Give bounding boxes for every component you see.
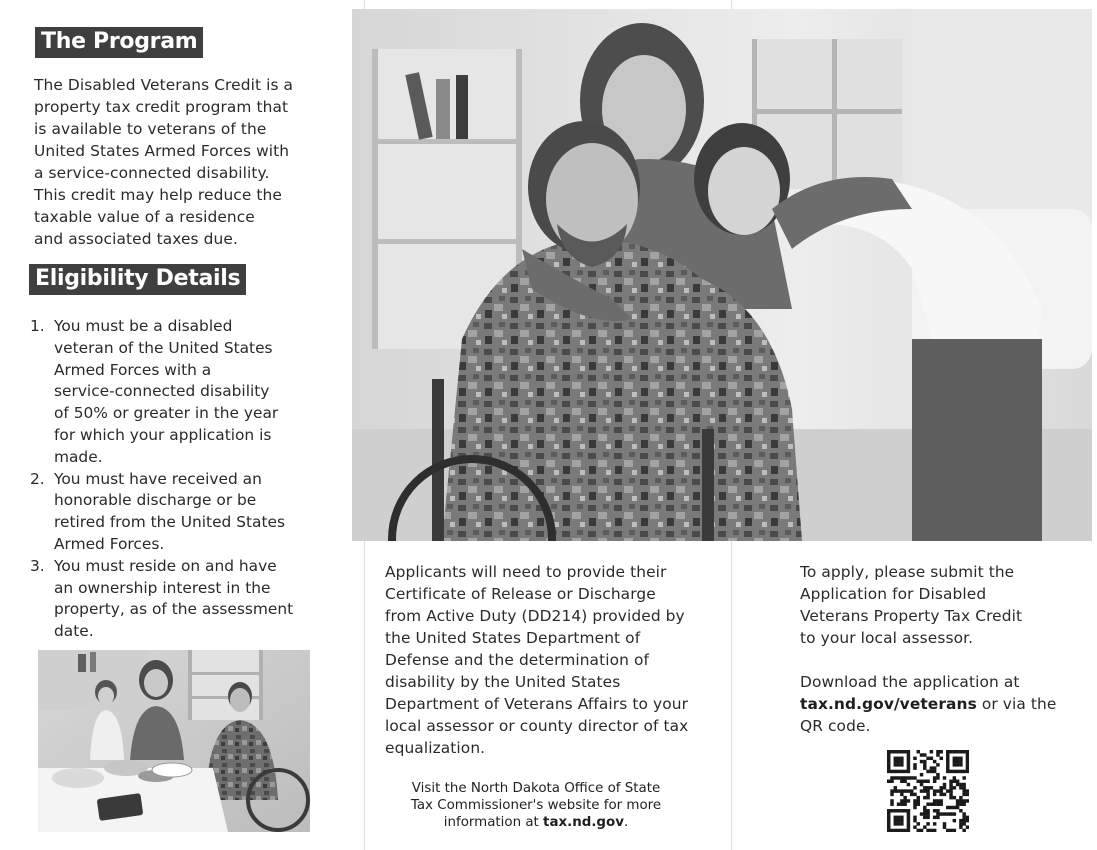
qr-code-icon [887,750,969,832]
apply-instructions [800,561,1080,737]
visit-line: Tax Commissioner's website for more [410,798,662,813]
item-number: 2. [30,469,45,488]
veteran-family-illustration [352,9,1092,541]
program-line: This credit may help reduce the [34,186,282,204]
veterans-download-link[interactable]: tax.nd.gov/veterans [800,695,977,713]
visit-text: . [623,815,629,830]
download-line [800,693,1080,715]
program-heading: The Program [35,27,203,58]
program-line: property tax credit program that [34,98,289,116]
applicants-line: Applicants will need to provide their [385,563,667,581]
family-dinner-photo [38,650,310,832]
eligibility-heading: Eligibility Details [29,264,246,295]
item-line: You must have received an [54,469,262,488]
program-description [34,74,334,250]
item-line: You must be a disabled [54,317,233,335]
program-line: a service-connected disability. [34,164,270,182]
item-line: of 50% or greater in the year [54,404,279,423]
apply-line: Application for Disabled [800,585,987,603]
visit-line [380,814,692,831]
item-line: an ownership interest in the [54,578,271,597]
item-number: 1. [30,317,45,335]
item-line: date. [54,622,94,641]
eligibility-item [30,556,320,643]
applicants-line: the United States Department of [385,629,641,647]
item-line: You must reside on and have [54,556,277,575]
applicants-line: Department of Veterans Affairs to your [385,695,688,713]
program-line: United States Armed Forces with [34,142,290,160]
item-line: veteran of the United States [54,338,273,357]
visit-website-note [380,780,692,831]
visit-line: Visit the North Dakota Office of State [411,781,661,796]
apply-line: To apply, please submit the [800,563,1015,581]
item-line: Armed Forces with a [54,360,212,379]
applicants-line: local assessor or county director of tax [385,717,689,735]
tax-nd-gov-link[interactable]: tax.nd.gov [543,815,624,830]
program-line: is available to veterans of the [34,120,267,138]
applicants-line: equalization. [385,739,486,757]
item-line: service-connected disability [54,382,270,401]
download-line: QR code. [800,717,871,735]
item-line: made. [54,447,103,466]
applicants-line: from Active Duty (DD214) provided by [385,607,685,625]
applicants-line: Certificate of Release or Discharge [385,585,656,603]
family-dinner-illustration [38,650,310,832]
qr-code[interactable] [887,750,969,832]
download-line: Download the application at [800,673,1020,691]
eligibility-item [30,469,320,556]
apply-line: Veterans Property Tax Credit [800,607,1023,625]
item-number: 3. [30,556,45,575]
item-line: Armed Forces. [54,534,165,553]
veteran-family-photo [352,9,1092,541]
eligibility-list [30,316,320,643]
visit-text: information at [443,815,544,830]
applicants-line: Defense and the determination of [385,651,649,669]
program-line: and associated taxes due. [34,230,238,248]
item-line: property, as of the assessment [54,600,294,619]
item-line: retired from the United States [54,513,285,532]
apply-line: to your local assessor. [800,629,974,647]
download-text: or via the [976,695,1057,713]
eligibility-item [30,316,320,469]
program-line: The Disabled Veterans Credit is a [34,76,294,94]
program-line: taxable value of a residence [34,208,255,226]
item-line: for which your application is [54,425,272,444]
applicants-requirements [385,561,725,759]
applicants-line: disability by the United States [385,673,621,691]
item-line: honorable discharge or be [54,491,257,510]
